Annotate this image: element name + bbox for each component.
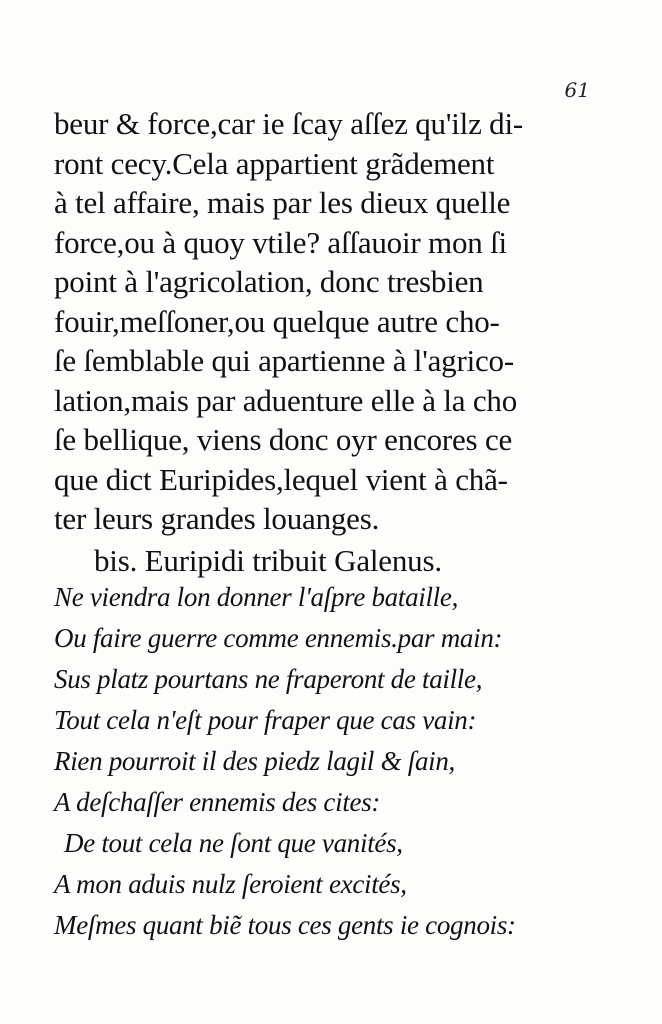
prose-line: fouir,meſſoner,ou quelque autre cho- — [54, 303, 500, 339]
prose-line: que dict Euripides,lequel vient à chã- — [54, 461, 508, 497]
prose-line: ront cecy.Cela appartient grãdement — [54, 145, 495, 181]
verse-line: A deſchaſſer ennemis des cites: — [54, 787, 381, 817]
prose-line: à tel affaire, mais par les dieux quelle — [54, 185, 511, 220]
verse-line: Sus platz pourtans ne fraperont de taille, — [54, 664, 483, 694]
prose-line: ſe bellique, viens donc oyr encores ce — [54, 422, 513, 457]
verse-line: Meſmes quant biẽ tous ces gents ie cognois: — [54, 910, 516, 940]
prose-line: force,ou à quoy vtile? aſſauoir mon ſi — [54, 224, 507, 260]
prose-line: ter leurs grandes louanges. — [54, 501, 380, 536]
page-number: 61 — [564, 78, 590, 102]
prose-line: beur & force,car ie ſcay aſſez qu'ilz di- — [54, 106, 524, 141]
verse-line: A mon aduis nulz ſeroient excités, — [54, 869, 407, 899]
prose-line: ſe ſemblable qui apartienne à l'agrico- — [54, 343, 514, 378]
prose-line: lation,mais par aduenture elle à la cho — [54, 382, 518, 418]
verse-line: De tout cela ne ſont que vanités, — [64, 828, 403, 858]
verse-line: Tout cela n'eſt pour fraper que cas vain: — [54, 705, 477, 735]
prose-line: point à l'agricolation, donc tresbien — [54, 264, 484, 299]
verse-stanza — [54, 577, 584, 946]
attribution-line: bis. Euripidi tribuit Galenus. — [94, 542, 442, 578]
verse-line: Ne viendra lon donner l'aſpre bataille, — [54, 582, 459, 612]
prose-paragraph — [54, 104, 574, 580]
verse-line: Ou faire guerre comme ennemis.par main: — [54, 623, 503, 653]
verse-line: Rien pourroit il des piedz lagil & ſain, — [54, 746, 455, 776]
